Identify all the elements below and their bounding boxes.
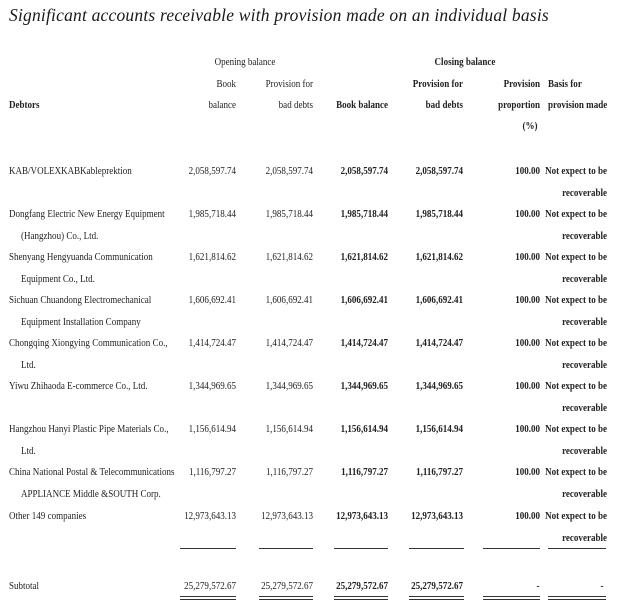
debtor-name: Dongfang Electric New Energy Equipment — [9, 208, 165, 220]
rule-proportion — [483, 548, 540, 549]
cell-open-book: 1,116,797.27 — [188, 466, 236, 478]
cell-basis: Not expect to be — [545, 251, 607, 263]
cell-open-prov: 2,058,597.74 — [265, 165, 313, 177]
subtotal-open-book: 25,279,572.67 — [184, 580, 236, 592]
cell-close-prov: 1,606,692.41 — [415, 294, 463, 306]
subtotal-close-book: 25,279,572.67 — [336, 580, 388, 592]
cell-open-prov: 1,621,814.62 — [265, 251, 313, 263]
cell-basis: recoverable — [562, 229, 607, 242]
cell-proportion: 100.00 — [515, 337, 540, 349]
open-book-header-line2: balance — [208, 99, 236, 111]
cell-proportion: 100.00 — [515, 165, 540, 177]
cell-basis: recoverable — [562, 315, 607, 328]
close-book-header: Book balance — [336, 99, 388, 111]
cell-basis: recoverable — [562, 487, 607, 500]
double-rule-basis-a — [548, 596, 606, 597]
cell-close-book: 1,621,814.62 — [340, 251, 388, 263]
cell-basis: Not expect to be — [545, 423, 607, 435]
cell-close-book: 1,414,724.47 — [340, 337, 388, 349]
cell-close-prov: 1,116,797.27 — [416, 466, 463, 478]
debtor-name: Sichuan Chuandong Electromechanical — [9, 294, 152, 306]
closing-balance-header: Closing balance — [434, 56, 496, 68]
debtors-header: Debtors — [9, 99, 40, 111]
double-rule-proportion-a — [483, 596, 540, 597]
cell-close-prov: 1,414,724.47 — [415, 337, 463, 349]
cell-basis: Not expect to be — [545, 208, 607, 220]
cell-open-book: 1,606,692.41 — [188, 294, 236, 306]
cell-basis: recoverable — [562, 186, 607, 199]
double-rule-basis-b — [548, 599, 606, 600]
cell-basis: Not expect to be — [545, 380, 607, 392]
cell-proportion: 100.00 — [515, 466, 540, 478]
debtor-name: Shenyang Hengyuanda Communication — [9, 251, 153, 263]
subtotal-proportion: - — [536, 580, 540, 592]
open-provision-header-line2: bad debts — [278, 99, 313, 111]
subtotal-close-prov: 25,279,572.67 — [411, 580, 463, 592]
double-rule-open-prov-a — [259, 596, 313, 597]
cell-open-book: 1,344,969.65 — [188, 380, 236, 392]
rule-basis — [548, 548, 606, 549]
cell-basis: Not expect to be — [545, 510, 607, 522]
cell-close-prov: 1,621,814.62 — [415, 251, 463, 263]
cell-open-prov: 1,156,614.94 — [265, 423, 313, 435]
cell-open-prov: 1,116,797.27 — [265, 466, 313, 478]
debtor-name: Ltd. — [21, 444, 36, 457]
cell-basis: recoverable — [562, 358, 607, 371]
double-rule-open-prov-b — [259, 599, 313, 600]
double-rule-close-book-b — [334, 599, 388, 600]
debtor-name: Yiwu Zhihaoda E-commerce Co., Ltd. — [9, 380, 148, 392]
cell-close-book: 1,606,692.41 — [340, 294, 388, 306]
cell-open-book: 1,621,814.62 — [188, 251, 236, 263]
cell-basis: recoverable — [562, 531, 607, 544]
close-provision-header-line2: bad debts — [425, 99, 463, 111]
cell-open-book: 2,058,597.74 — [188, 165, 236, 177]
cell-close-book: 1,985,718.44 — [340, 208, 388, 220]
cell-open-book: 1,985,718.44 — [188, 208, 236, 220]
subtotal-label: Subtotal — [9, 580, 40, 592]
cell-proportion: 100.00 — [515, 380, 540, 392]
cell-open-book: 12,973,643.13 — [184, 510, 236, 522]
cell-open-prov: 1,606,692.41 — [265, 294, 313, 306]
proportion-header-line2: proportion — [498, 99, 540, 111]
cell-proportion: 100.00 — [515, 208, 540, 220]
cell-open-book: 1,156,614.94 — [188, 423, 236, 435]
double-rule-close-prov-a — [409, 596, 464, 597]
proportion-header-line1: Provision — [503, 78, 540, 90]
cell-open-prov: 1,414,724.47 — [265, 337, 313, 349]
cell-open-book: 1,414,724.47 — [188, 337, 236, 349]
cell-close-book: 1,116,797.27 — [341, 466, 388, 478]
cell-basis: recoverable — [562, 272, 607, 285]
debtor-name: Hangzhou Hanyi Plastic Pipe Materials Co., — [9, 423, 169, 435]
subtotal-basis: - — [600, 580, 604, 592]
debtor-name: Chongqing Xiongying Communication Co., — [9, 337, 168, 349]
cell-close-prov: 1,985,718.44 — [415, 208, 463, 220]
open-provision-header-line1: Provision for — [265, 78, 313, 90]
cell-close-prov: 2,058,597.74 — [415, 165, 463, 177]
double-rule-proportion-b — [483, 599, 540, 600]
cell-basis: recoverable — [562, 401, 607, 414]
cell-proportion: 100.00 — [515, 251, 540, 263]
double-rule-close-prov-b — [409, 599, 464, 600]
cell-close-prov: 1,156,614.94 — [415, 423, 463, 435]
cell-proportion: 100.00 — [515, 510, 540, 522]
debtor-name: Equipment Installation Company — [21, 315, 141, 328]
debtor-name: (Hangzhou) Co., Ltd. — [21, 229, 99, 242]
debtor-name: KAB/VOLEXKABKableprektion — [9, 165, 132, 177]
rule-close-prov — [409, 548, 464, 549]
subtotal-open-prov: 25,279,572.67 — [261, 580, 313, 592]
debtor-name: Other 149 companies — [9, 510, 87, 522]
cell-open-prov: 1,344,969.65 — [265, 380, 313, 392]
double-rule-open-book-a — [180, 596, 236, 597]
cell-proportion: 100.00 — [515, 423, 540, 435]
cell-basis: Not expect to be — [545, 165, 607, 177]
debtor-name: APPLIANCE Middle &SOUTH Corp. — [21, 487, 161, 500]
cell-close-book: 12,973,643.13 — [336, 510, 388, 522]
debtor-name: Ltd. — [21, 358, 36, 371]
cell-close-prov: 1,344,969.65 — [415, 380, 463, 392]
close-provision-header-line1: Provision for — [412, 78, 463, 90]
cell-close-prov: 12,973,643.13 — [411, 510, 463, 522]
opening-balance-header: Opening balance — [214, 56, 276, 68]
cell-basis: recoverable — [562, 444, 607, 457]
cell-proportion: 100.00 — [515, 294, 540, 306]
proportion-header-line3: (%) — [522, 120, 538, 132]
basis-header-line1: Basis for — [548, 78, 582, 90]
rule-open-book — [180, 548, 236, 549]
cell-basis: Not expect to be — [545, 337, 607, 349]
rule-open-prov — [259, 548, 313, 549]
cell-open-prov: 12,973,643.13 — [261, 510, 313, 522]
debtor-name: China National Postal & Telecommunications — [9, 466, 175, 478]
cell-basis: Not expect to be — [545, 466, 607, 478]
cell-close-book: 1,156,614.94 — [340, 423, 388, 435]
double-rule-close-book-a — [334, 596, 388, 597]
basis-header-line2: provision made — [548, 99, 608, 111]
cell-close-book: 1,344,969.65 — [340, 380, 388, 392]
double-rule-open-book-b — [180, 599, 236, 600]
open-book-header-line1: Book — [216, 78, 236, 90]
page-title: Significant accounts receivable with provision made on an individual basis — [9, 5, 549, 25]
cell-open-prov: 1,985,718.44 — [265, 208, 313, 220]
debtor-name: Equipment Co., Ltd. — [21, 272, 95, 285]
rule-close-book — [334, 548, 388, 549]
cell-close-book: 2,058,597.74 — [340, 165, 388, 177]
cell-basis: Not expect to be — [545, 294, 607, 306]
